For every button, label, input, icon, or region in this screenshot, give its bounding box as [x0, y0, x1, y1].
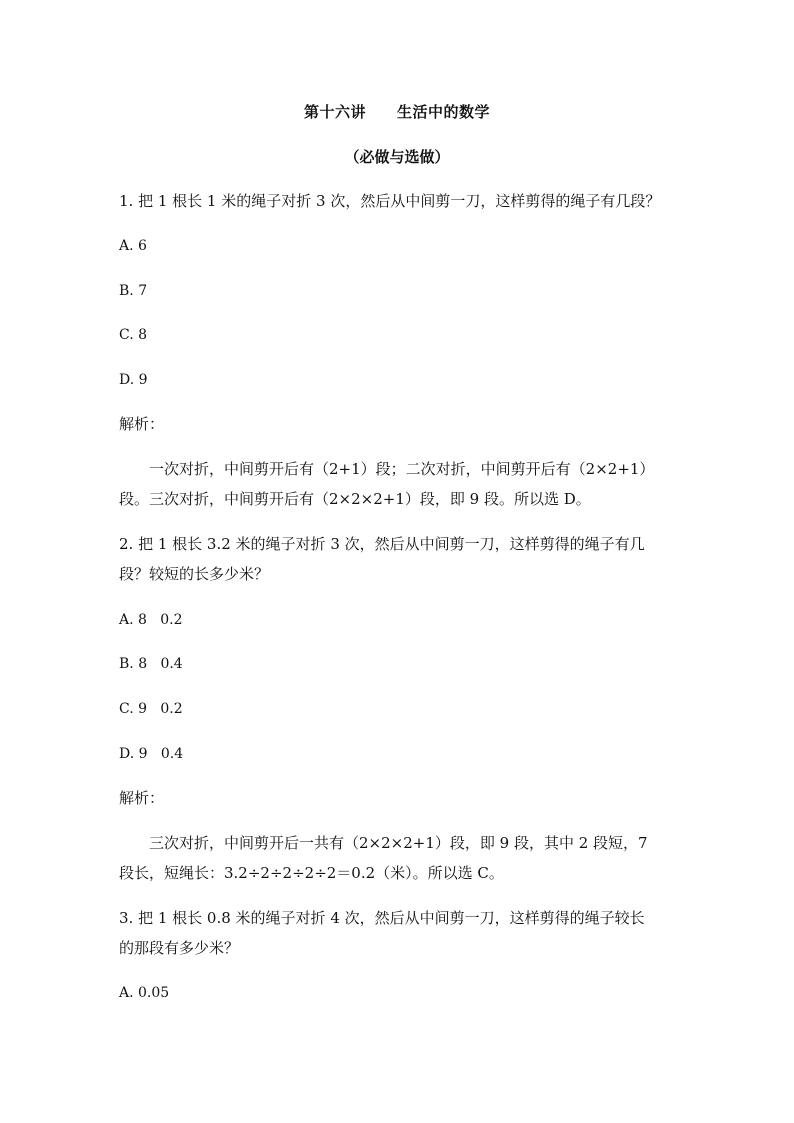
question-1-option-a: A. 6	[119, 238, 147, 254]
question-2-text-line-2: 段？较短的长多少米？	[119, 565, 270, 583]
question-1-option-c: C. 8	[119, 327, 148, 343]
question-2-analysis-line-1: 三次对折，中间剪开后一共有（2×2×2+1）段，即 9 段，其中 2 段短，7	[149, 834, 648, 852]
question-1-option-d: D. 9	[119, 372, 148, 388]
question-3-text-line-2: 的那段有多少米？	[119, 939, 240, 957]
question-2-analysis-line-2: 段长，短绳长：3.2÷2÷2÷2÷2＝0.2（米）。所以选 C。	[119, 864, 504, 882]
page-title: 第十六讲 生活中的数学	[303, 103, 490, 121]
question-1-text: 1. 把 1 根长 1 米的绳子对折 3 次，然后从中间剪一刀，这样剪得的绳子有几段？	[119, 192, 661, 210]
question-3-option-a: A. 0.05	[119, 985, 170, 1001]
question-2-option-d: D. 9 0.4	[119, 746, 184, 762]
question-1-analysis-line-1: 一次对折，中间剪开后有（2+1）段；二次对折，中间剪开后有（2×2+1）	[149, 460, 655, 478]
question-3-text-line-1: 3. 把 1 根长 0.8 米的绳子对折 4 次，然后从中间剪一刀，这样剪得的绳子较长	[119, 909, 645, 927]
question-2-text-line-1: 2. 把 1 根长 3.2 米的绳子对折 3 次，然后从中间剪一刀，这样剪得的绳子有几	[119, 535, 645, 553]
question-2-option-a: A. 8 0.2	[119, 612, 183, 628]
question-2-option-c: C. 9 0.2	[119, 701, 183, 717]
question-1-analysis-label: 解析：	[119, 415, 165, 433]
page-subtitle: （必做与选做）	[344, 148, 450, 166]
question-2-analysis-label: 解析：	[119, 789, 165, 807]
question-2-option-b: B. 8 0.4	[119, 656, 183, 672]
question-1-option-b: B. 7	[119, 283, 148, 299]
question-1-analysis-line-2: 段。三次对折，中间剪开后有（2×2×2+1）段，即 9 段。所以选 D。	[119, 490, 591, 508]
